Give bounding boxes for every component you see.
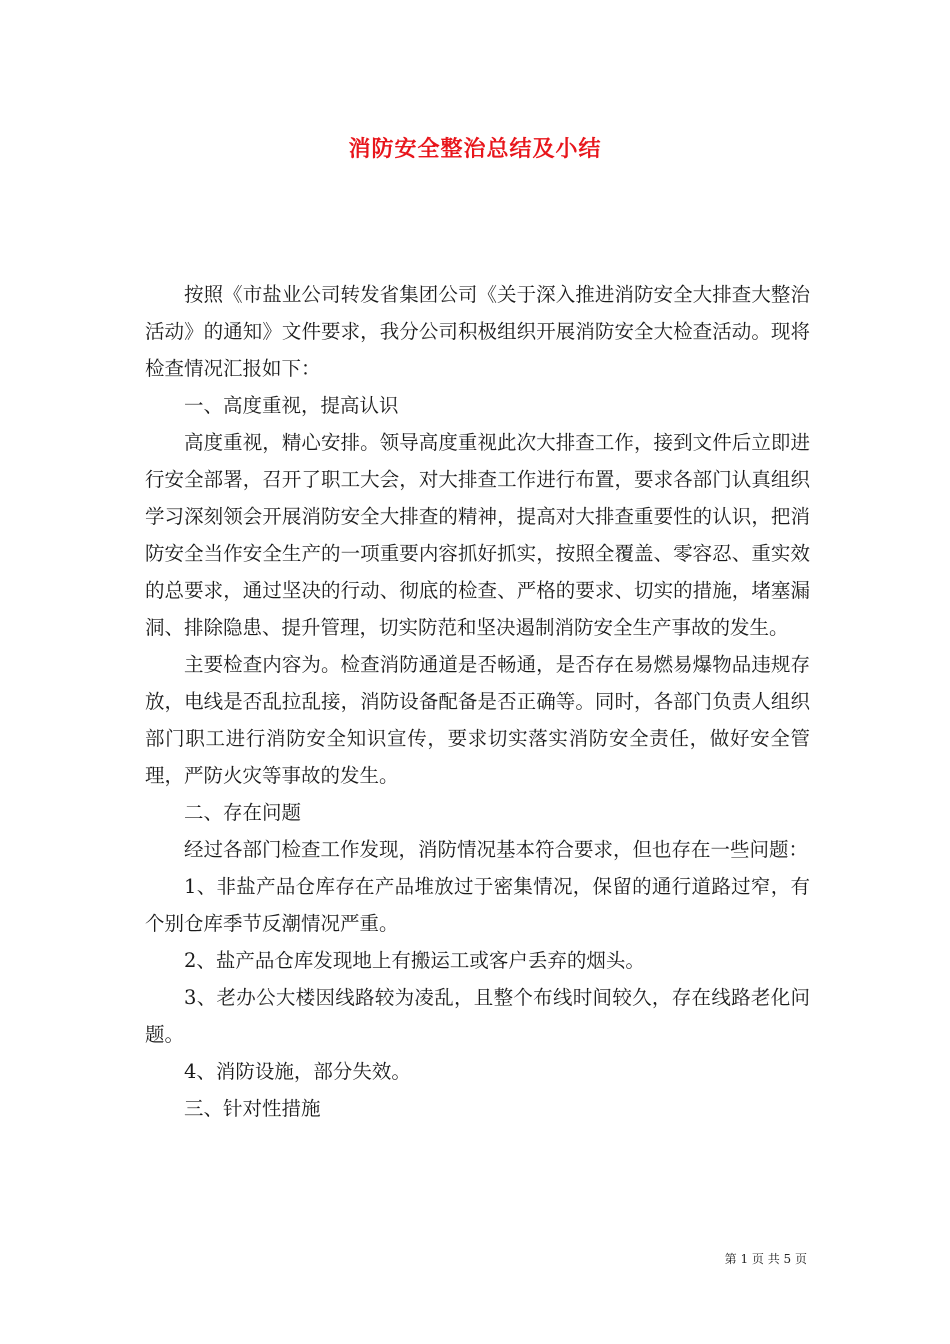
problem-item-1: 1、非盐产品仓库存在产品堆放过于密集情况，保留的通行道路过窄，有个别仓库季节反潮情况严重。: [145, 875, 810, 935]
paragraph-intro: 按照《市盐业公司转发省集团公司《关于深入推进消防安全大排查大整治活动》的通知》文件要求，我分公司积极组织开展消防安全大检查活动。现将检查情况汇报如下：: [145, 283, 810, 380]
problem-item-2: 2、盐产品仓库发现地上有搬运工或客户丢弃的烟头。: [184, 949, 645, 972]
document-title: 消防安全整治总结及小结: [348, 136, 602, 162]
paragraph-inspection-content: 主要检查内容为。检查消防通道是否畅通，是否存在易燃易爆物品违规存放，电线是否乱拉乱接，消防设备配备是否正确等。同时，各部门负责人组织部门职工进行消防安全知识宣传，要求切实落实消防安全责任，做好安全管理，严防火灾等事故的发生。: [145, 653, 810, 787]
problem-item-4: 4、消防设施，部分失效。: [184, 1060, 411, 1083]
page-number: 第 1 页 共 5 页: [724, 1252, 807, 1266]
document-body: [145, 276, 810, 1127]
paragraph-problems-intro: 经过各部门检查工作发现，消防情况基本符合要求，但也存在一些问题：: [184, 838, 809, 861]
problem-item-3: 3、老办公大楼因线路较为凌乱，且整个布线时间较久，存在线路老化问题。: [145, 986, 810, 1046]
section-heading-1: 一、高度重视，提高认识: [184, 394, 399, 417]
section-heading-3: 三、针对性措施: [184, 1097, 321, 1120]
section-heading-2: 二、存在问题: [184, 801, 302, 824]
paragraph-section-1: 高度重视，精心安排。领导高度重视此次大排查工作，接到文件后立即进行安全部署，召开了职工大会，对大排查工作进行布置，要求各部门认真组织学习深刻领会开展消防安全大排查的精神，提高对大排查重要性的认识，把消防安全当作安全生产的一项重要内容抓好抓实，按照全覆盖、零容忍、重实效的总要求，通过坚决的行动、彻底的检查、严格的要求、切实的措施，堵塞漏洞、排除隐患、提升管理，切实防范和坚决遏制消防安全生产事故的发生。: [145, 431, 810, 639]
